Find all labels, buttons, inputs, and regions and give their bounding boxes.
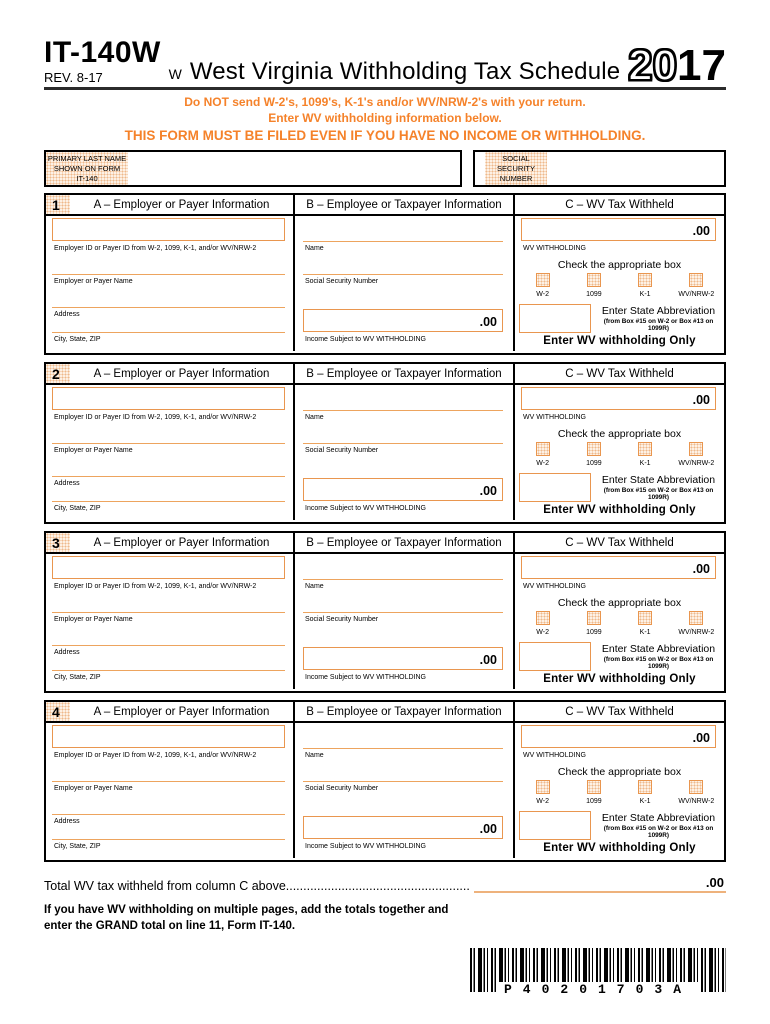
notice-line-3: THIS FORM MUST BE FILED EVEN IF YOU HAVE NO INCOME OR WITHHOLDING. (124, 128, 646, 144)
k1-checkbox-label: K-1 (639, 798, 651, 806)
city-state-zip-input[interactable] (52, 332, 285, 333)
column-c-header-cell (513, 702, 724, 721)
ssn-label (485, 152, 547, 185)
w2-checkbox[interactable] (536, 780, 550, 794)
section-number: 3 (46, 533, 70, 552)
employer-id-label: Employer ID or Payer ID from W-2, 1099, K-1, and/or WV/NRW-2 (54, 245, 257, 253)
wv-withholding-input[interactable]: .00 (521, 218, 716, 241)
wv-mark: W (168, 66, 182, 82)
address-input[interactable] (52, 814, 285, 815)
income-subject-label: Income Subject to WV WITHHOLDING (305, 336, 426, 344)
withholding-only-label: Enter WV withholding Only (543, 335, 696, 348)
k1-checkbox[interactable] (638, 442, 652, 456)
checkbox-label-row (517, 629, 722, 636)
city-state-zip-label: City, State, ZIP (54, 674, 101, 682)
income-subject-input[interactable]: .00 (303, 816, 503, 839)
employer-id-label: Employer ID or Payer ID from W-2, 1099, K-1, and/or WV/NRW-2 (54, 583, 257, 591)
state-abbreviation-note: (from Box #15 on W-2 or Box #13 on 1099R) (603, 656, 714, 671)
section-body (46, 216, 724, 351)
wvnrw2-checkbox[interactable] (689, 611, 703, 625)
employee-ssn-label: Social Security Number (305, 785, 379, 793)
1099-checkbox[interactable] (587, 611, 601, 625)
state-abbreviation-text (595, 305, 722, 332)
withholding-section (44, 362, 726, 524)
column-a-header: A – Employer or Payer Information (93, 367, 270, 380)
column-c-header-cell (513, 195, 724, 214)
total-label: Total WV tax withheld from column C above..................................................... (44, 879, 470, 894)
employer-name-input[interactable] (52, 781, 285, 782)
wvnrw2-checkbox[interactable] (689, 780, 703, 794)
w2-checkbox-label: W-2 (536, 291, 549, 299)
employee-ssn-input[interactable] (303, 781, 503, 782)
k1-checkbox[interactable] (638, 780, 652, 794)
wv-withholding-label: WV WITHHOLDING (523, 752, 586, 760)
column-c-header: C – WV Tax Withheld (565, 198, 674, 211)
withholding-section (44, 700, 726, 862)
employer-info-cell (46, 216, 293, 351)
grand-note-line1: If you have WV withholding on multiple pages, add the totals together and (44, 904, 449, 917)
employer-info-cell (46, 723, 293, 858)
ssn-label-line3: NUMBER (499, 173, 533, 183)
form-id-block (44, 38, 161, 84)
employer-id-input[interactable] (52, 725, 285, 748)
wv-withholding-input[interactable]: .00 (521, 556, 716, 579)
employee-name-input[interactable] (303, 579, 503, 580)
employee-name-input[interactable] (303, 410, 503, 411)
state-abbreviation-note: (from Box #15 on W-2 or Box #13 on 1099R) (603, 318, 714, 333)
column-a-header-cell (46, 195, 293, 214)
form-title: West Virginia Withholding Tax Schedule (189, 58, 621, 85)
employee-ssn-input[interactable] (303, 274, 503, 275)
section-body (46, 554, 724, 689)
1099-checkbox-label: 1099 (586, 460, 602, 468)
tax-withheld-cell (513, 385, 724, 520)
total-row (44, 875, 726, 893)
employee-name-input[interactable] (303, 241, 503, 242)
city-state-zip-label: City, State, ZIP (54, 505, 101, 513)
checkbox-row (517, 611, 722, 625)
ssn-input[interactable] (547, 152, 724, 185)
income-subject-input[interactable]: .00 (303, 647, 503, 670)
notice-line-2: Enter WV withholding information below. (268, 110, 502, 125)
column-b-header-cell (293, 195, 513, 214)
notice-line-1: Do NOT send W-2's, 1099's, K-1's and/or WV/NRW-2's with your return. (184, 95, 586, 109)
primary-last-name-label (46, 152, 128, 185)
ssn-label-line1: SOCIAL (502, 154, 530, 164)
employee-info-cell (293, 216, 513, 351)
ssn-label-line2: SECURITY (497, 163, 535, 173)
barcode-caption-row (470, 980, 726, 998)
state-abbreviation-text (595, 643, 722, 670)
column-b-header-cell (293, 702, 513, 721)
city-state-zip-input[interactable] (52, 839, 285, 840)
address-input[interactable] (52, 476, 285, 477)
column-b-header: B – Employee or Taxpayer Information (306, 536, 502, 549)
wvnrw2-checkbox-label: WV/NRW-2 (678, 460, 715, 468)
primary-last-name-box (44, 150, 462, 187)
notices (44, 95, 726, 143)
state-abbreviation-text (595, 812, 722, 839)
employee-ssn-input[interactable] (303, 443, 503, 444)
employer-name-label: Employer or Payer Name (54, 616, 133, 624)
employee-ssn-input[interactable] (303, 612, 503, 613)
w2-checkbox[interactable] (536, 442, 550, 456)
employer-id-input[interactable] (52, 387, 285, 410)
checkbox-label-row (517, 798, 722, 805)
employee-info-cell (293, 723, 513, 858)
column-c-header: C – WV Tax Withheld (565, 705, 674, 718)
wv-withholding-input[interactable]: .00 (521, 387, 716, 410)
wv-withholding-label: WV WITHHOLDING (523, 245, 586, 253)
section-body (46, 385, 724, 520)
w2-checkbox-label: W-2 (536, 460, 549, 468)
k1-checkbox[interactable] (638, 611, 652, 625)
state-abbreviation-input[interactable] (519, 473, 591, 502)
column-a-header-cell (46, 702, 293, 721)
employee-ssn-label: Social Security Number (305, 447, 379, 455)
check-instruction: Check the appropriate box (557, 428, 682, 441)
w2-checkbox-label: W-2 (536, 798, 549, 806)
wvnrw2-checkbox-label: WV/NRW-2 (678, 629, 715, 637)
employer-name-label: Employer or Payer Name (54, 278, 133, 286)
1099-checkbox-label: 1099 (586, 291, 602, 299)
1099-checkbox[interactable] (587, 273, 601, 287)
employer-name-input[interactable] (52, 443, 285, 444)
employer-info-cell (46, 554, 293, 689)
section-header (46, 702, 724, 723)
city-state-zip-label: City, State, ZIP (54, 843, 101, 851)
barcode-text: P40201703A (498, 982, 698, 997)
tax-year (628, 40, 726, 90)
tax-year-solid: 17 (677, 40, 726, 90)
column-a-header-cell (46, 364, 293, 383)
k1-checkbox-label: K-1 (639, 629, 651, 637)
form-header (44, 38, 726, 90)
check-instruction: Check the appropriate box (557, 766, 682, 779)
w2-checkbox-label: W-2 (536, 629, 549, 637)
address-label: Address (54, 649, 80, 657)
w2-checkbox[interactable] (536, 273, 550, 287)
checkbox-row (517, 273, 722, 287)
section-number: 1 (46, 195, 70, 214)
primary-label-line1: PRIMARY LAST NAME (47, 154, 127, 164)
tax-withheld-cell (513, 723, 724, 858)
wv-withholding-input[interactable]: .00 (521, 725, 716, 748)
employee-info-cell (293, 554, 513, 689)
employee-name-label: Name (305, 414, 324, 422)
address-label: Address (54, 818, 80, 826)
income-subject-label: Income Subject to WV WITHHOLDING (305, 505, 426, 513)
employer-info-cell (46, 385, 293, 520)
column-c-header: C – WV Tax Withheld (565, 367, 674, 380)
grand-total-note (44, 903, 484, 934)
identity-row (44, 150, 726, 187)
primary-label-line2: SHOWN ON FORM (53, 163, 121, 173)
barcode-block (470, 948, 726, 998)
form-title-block (161, 60, 628, 84)
column-b-header: B – Employee or Taxpayer Information (306, 367, 502, 380)
city-state-zip-label: City, State, ZIP (54, 336, 101, 344)
tax-withheld-cell (513, 554, 724, 689)
state-abbreviation-input[interactable] (519, 304, 591, 333)
withholding-sections (44, 193, 726, 862)
ssn-box (473, 150, 726, 187)
1099-checkbox[interactable] (587, 780, 601, 794)
section-body (46, 723, 724, 858)
checkbox-row (517, 780, 722, 794)
state-abbreviation-label: Enter State Abbreviation (601, 643, 716, 656)
withholding-section (44, 193, 726, 355)
employer-name-input[interactable] (52, 274, 285, 275)
wvnrw2-checkbox-label: WV/NRW-2 (678, 798, 715, 806)
wv-withholding-label: WV WITHHOLDING (523, 583, 586, 591)
checkbox-label-row (517, 291, 722, 298)
1099-checkbox[interactable] (587, 442, 601, 456)
column-a-header: A – Employer or Payer Information (93, 536, 270, 549)
column-b-header: B – Employee or Taxpayer Information (306, 705, 502, 718)
employee-name-label: Name (305, 245, 324, 253)
employer-name-label: Employer or Payer Name (54, 785, 133, 793)
tax-year-outline: 20 (628, 40, 678, 90)
total-input[interactable]: .00 (474, 875, 726, 893)
city-state-zip-input[interactable] (52, 501, 285, 502)
state-abbreviation-note: (from Box #15 on W-2 or Box #13 on 1099R) (603, 487, 714, 502)
employer-id-label: Employer ID or Payer ID from W-2, 1099, K-1, and/or WV/NRW-2 (54, 414, 257, 422)
income-subject-label: Income Subject to WV WITHHOLDING (305, 674, 426, 682)
column-b-header: B – Employee or Taxpayer Information (306, 198, 502, 211)
address-label: Address (54, 311, 80, 319)
column-c-header-cell (513, 364, 724, 383)
withholding-only-label: Enter WV withholding Only (543, 504, 696, 517)
address-label: Address (54, 480, 80, 488)
column-c-header-cell (513, 533, 724, 552)
employer-id-label: Employer ID or Payer ID from W-2, 1099, K-1, and/or WV/NRW-2 (54, 752, 257, 760)
employee-info-cell (293, 385, 513, 520)
wvnrw2-checkbox[interactable] (689, 273, 703, 287)
address-input[interactable] (52, 645, 285, 646)
withholding-only-label: Enter WV withholding Only (543, 842, 696, 855)
form-revision: REV. 8-17 (44, 70, 103, 85)
employer-name-input[interactable] (52, 612, 285, 613)
column-c-header: C – WV Tax Withheld (565, 536, 674, 549)
state-abbreviation-label: Enter State Abbreviation (601, 812, 716, 825)
employee-ssn-label: Social Security Number (305, 278, 379, 286)
wvnrw2-checkbox-label: WV/NRW-2 (678, 291, 715, 299)
income-subject-input[interactable]: .00 (303, 478, 503, 501)
state-abbreviation-note: (from Box #15 on W-2 or Box #13 on 1099R) (603, 825, 714, 840)
primary-last-name-input[interactable] (128, 152, 460, 185)
primary-label-line3: IT-140 (76, 173, 98, 183)
column-a-header-cell (46, 533, 293, 552)
address-input[interactable] (52, 307, 285, 308)
section-number: 4 (46, 702, 70, 721)
state-abbreviation-input[interactable] (519, 811, 591, 840)
1099-checkbox-label: 1099 (586, 798, 602, 806)
w2-checkbox[interactable] (536, 611, 550, 625)
section-header (46, 533, 724, 554)
check-instruction: Check the appropriate box (557, 597, 682, 610)
employee-ssn-label: Social Security Number (305, 616, 379, 624)
state-abbreviation-text (595, 474, 722, 501)
section-number: 2 (46, 364, 70, 383)
column-b-header-cell (293, 364, 513, 383)
k1-checkbox[interactable] (638, 273, 652, 287)
grand-note-line2: enter the GRAND total on line 11, Form IT-140. (44, 919, 296, 932)
check-instruction: Check the appropriate box (557, 259, 682, 272)
employer-name-label: Employer or Payer Name (54, 447, 133, 455)
k1-checkbox-label: K-1 (639, 460, 651, 468)
checkbox-label-row (517, 460, 722, 467)
withholding-only-label: Enter WV withholding Only (543, 673, 696, 686)
column-a-header: A – Employer or Payer Information (93, 198, 270, 211)
state-abbreviation-label: Enter State Abbreviation (601, 474, 716, 487)
employer-id-input[interactable] (52, 556, 285, 579)
employee-name-label: Name (305, 583, 324, 591)
employee-name-input[interactable] (303, 748, 503, 749)
form-id: IT-140W (44, 36, 161, 69)
city-state-zip-input[interactable] (52, 670, 285, 671)
wv-withholding-label: WV WITHHOLDING (523, 414, 586, 422)
income-subject-input[interactable]: .00 (303, 309, 503, 332)
section-header (46, 195, 724, 216)
section-header (46, 364, 724, 385)
income-subject-label: Income Subject to WV WITHHOLDING (305, 843, 426, 851)
state-abbreviation-input[interactable] (519, 642, 591, 671)
employer-id-input[interactable] (52, 218, 285, 241)
state-abbreviation-label: Enter State Abbreviation (601, 305, 716, 318)
1099-checkbox-label: 1099 (586, 629, 602, 637)
column-b-header-cell (293, 533, 513, 552)
withholding-section (44, 531, 726, 693)
employee-name-label: Name (305, 752, 324, 760)
k1-checkbox-label: K-1 (639, 291, 651, 299)
column-a-header: A – Employer or Payer Information (93, 705, 270, 718)
wvnrw2-checkbox[interactable] (689, 442, 703, 456)
checkbox-row (517, 442, 722, 456)
tax-withheld-cell (513, 216, 724, 351)
